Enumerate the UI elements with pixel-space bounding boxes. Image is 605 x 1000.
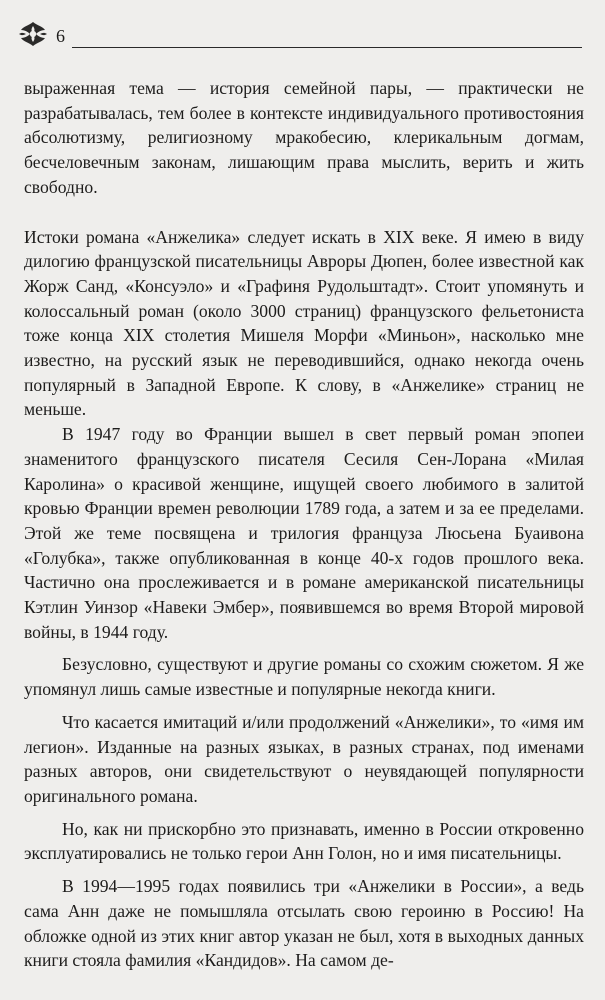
page-header (0, 14, 605, 58)
page-number: 6 (56, 26, 65, 46)
paragraph: Истоки романа «Анжелика» следует искать в XIX веке. Я имею в виду дилогию французской писательницы Авроры Дюпен, более известной как Жорж Санд, «Консуэло» и «Графиня Рудольштадт». Стоит упомянуть и колоссальный роман (около 3000 страниц) французского фельетониста тоже конца XIX столетия Мишеля Морфи «Миньон», насколько мне известно, на русский язык не переводившийся, однако некогда очень популярный в Западной Европе. К слову, в «Анжелике» страниц не меньше. (24, 226, 584, 420)
paragraph: Безусловно, существуют и другие романы со схожим сюжетом. Я же упомянул лишь самые известные и популярные некогда книги. (24, 654, 584, 700)
body-text (24, 76, 584, 973)
paragraph: В 1994—1995 годах появились три «Анжелики в России», а ведь сама Анн даже не помышляла отсылать свою героиню в Россию! На обложке одной из этих книг автор указан не был, хотя в выходных данных книги стояла фамилия «Кандидов». На самом де- (24, 876, 584, 971)
header-rule (72, 47, 582, 48)
paragraph: Что касается имитаций и/или продолжений «Анжелики», то «имя им легион». Изданные на разных языках, в разных странах, под именами разных авторов, они свидетельствуют о неувядающей популярности оригинального романа. (24, 711, 584, 806)
paragraph: выраженная тема — история семейной пары, — практически не разрабатывалась, тем более в контексте индивидуального противостояния абсолютизму, религиозному мракобесию, клерикальным догмам, бесчеловечным законам, лишающим права мыслить, верить и жить свободно. (24, 78, 584, 197)
paragraph: Но, как ни прискорбно это признавать, именно в России откровенно эксплуатировались не только герои Анн Голон, но и имя писательницы. (24, 818, 584, 864)
paragraph: В 1947 году во Франции вышел в свет первый роман эпопеи знаменитого французского писателя Сесиля Сен-Лорана «Милая Каролина» о красивой женщине, ищущей своего любимого в залитой кровью Франции времен революции 1789 года, а затем и за ее пределами. Этой же теме посвящена и трилогия француза Люсьена Буаивона «Голубка», также опубликованная в конце 40-х годов прошлого века. Частично она прослеживается и в романе американской писательницы Кэтлин Уинзор «Навеки Эмбер», появившемся во время Второй мировой войны, в 1944 году. (24, 424, 584, 642)
floral-ornament-icon (18, 20, 48, 48)
